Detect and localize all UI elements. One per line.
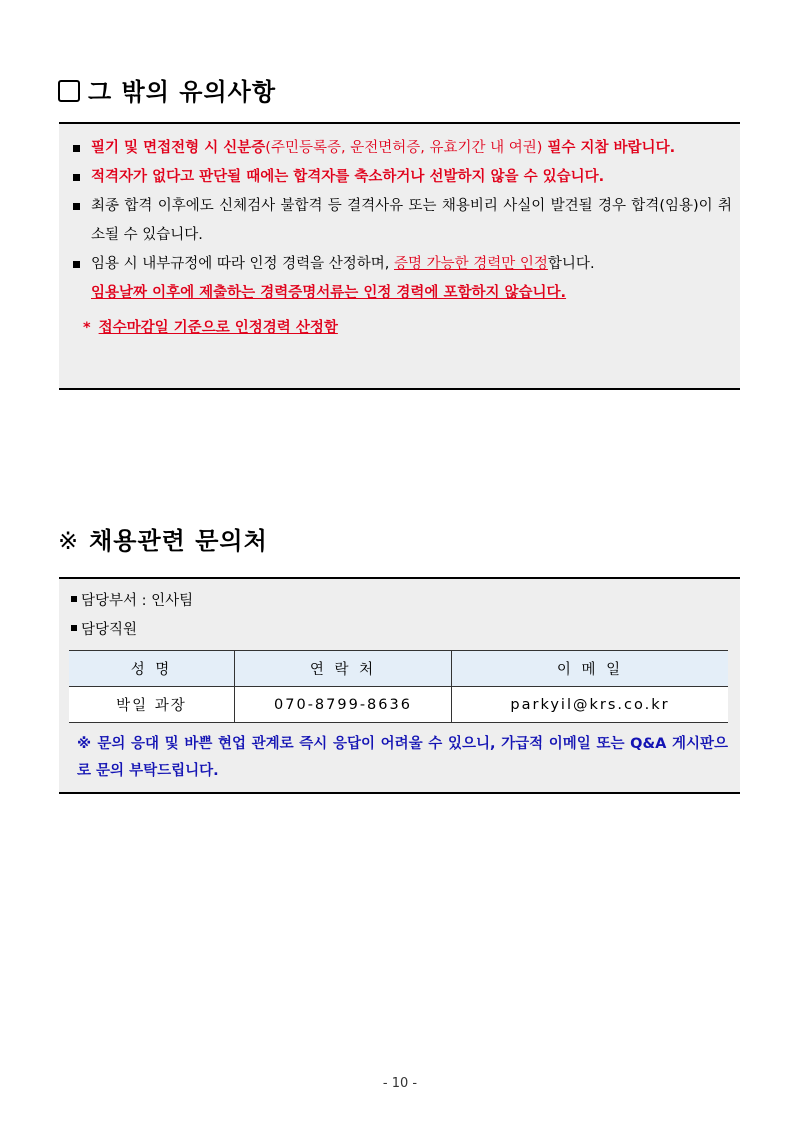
career-rule-end: 합니다. bbox=[547, 256, 595, 272]
list-item bbox=[71, 250, 732, 308]
list-item bbox=[71, 192, 732, 250]
career-highlight: 증명 가능한 경력만 인정 bbox=[394, 256, 548, 272]
contact-table bbox=[69, 650, 728, 723]
table-header-row bbox=[69, 651, 728, 687]
asterisk-icon: * bbox=[83, 320, 91, 336]
contact-panel bbox=[59, 577, 740, 794]
no-qualified-notice: 적격자가 없다고 판단될 때에는 합격자를 축소하거나 선발하지 않을 수 있습니다. bbox=[91, 169, 605, 185]
table-row bbox=[69, 687, 728, 723]
cell-email[interactable]: parkyil@krs.co.kr bbox=[452, 687, 729, 723]
header-email: 이 메 일 bbox=[452, 651, 729, 687]
section-title-contact bbox=[58, 521, 268, 556]
staff-label: 담당직원 bbox=[69, 616, 728, 645]
department-line: 담당부서 : 인사팀 bbox=[69, 587, 728, 616]
id-required-emphasis: 필기 및 면접전형 시 신분증 bbox=[91, 140, 266, 156]
list-item bbox=[71, 163, 732, 192]
reference-mark-icon: ※ bbox=[58, 527, 80, 555]
notes-list bbox=[71, 134, 732, 308]
cell-phone: 070-8799-8636 bbox=[235, 687, 452, 723]
section-title-notes-text: 그 밖의 유의사항 bbox=[88, 78, 276, 106]
header-name: 성 명 bbox=[69, 651, 235, 687]
cell-name: 박일 과장 bbox=[69, 687, 235, 723]
notes-panel bbox=[59, 122, 740, 390]
page-number: - 10 - bbox=[382, 1076, 418, 1091]
list-item bbox=[71, 134, 732, 163]
id-required-tail: 필수 지참 바랍니다. bbox=[542, 140, 676, 156]
section-title-notes bbox=[58, 72, 276, 107]
section-title-contact-text: 채용관련 문의처 bbox=[89, 527, 268, 555]
disqualification-notice: 최종 합격 이후에도 신체검사 불합격 등 결격사유 또는 채용비리 사실이 발견될 경우 합격(임용)이 취소될 수 있습니다. bbox=[91, 198, 732, 243]
header-phone: 연 락 처 bbox=[235, 651, 452, 687]
inquiry-note: ※ 문의 응대 및 바쁜 현업 관계로 즉시 응답이 어려울 수 있으니, 가급적 이메일 또는 Q&A 게시판으로 문의 부탁드립니다. bbox=[77, 736, 728, 779]
footnote-text: 접수마감일 기준으로 인정경력 산정함 bbox=[98, 320, 338, 336]
footnote bbox=[83, 314, 732, 343]
square-bullet-icon bbox=[58, 80, 80, 102]
career-doc-notice: 임용날짜 이후에 제출하는 경력증명서류는 인정 경력에 포함하지 않습니다. bbox=[91, 285, 567, 301]
id-types: (주민등록증, 운전면허증, 유효기간 내 여권) bbox=[265, 140, 543, 156]
career-rule-text: 임용 시 내부규정에 따라 인정 경력을 산정하며, bbox=[91, 256, 395, 272]
